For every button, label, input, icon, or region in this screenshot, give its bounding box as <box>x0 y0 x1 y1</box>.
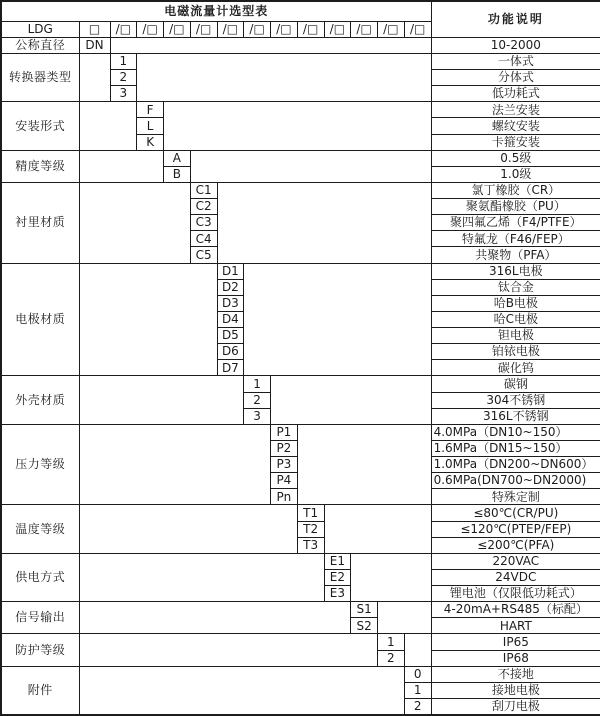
function-description: 特殊定制 <box>431 489 600 505</box>
function-description: 316L电极 <box>431 263 600 279</box>
function-description: 钛合金 <box>431 279 600 295</box>
right-filler <box>271 376 432 424</box>
option-row <box>1 37 600 53</box>
option-code: T3 <box>297 537 324 553</box>
title-row <box>1 1 600 21</box>
option-code: 3 <box>110 86 137 102</box>
option-row <box>1 602 600 618</box>
left-filler <box>79 634 378 666</box>
option-code: F <box>137 102 164 118</box>
function-description: 氯丁橡胶（CR） <box>431 182 600 198</box>
function-description: 0.5级 <box>431 150 600 166</box>
option-code: E2 <box>324 569 351 585</box>
option-row <box>1 376 600 392</box>
model-slot-box: /□ <box>244 21 271 37</box>
right-filler <box>351 553 431 601</box>
model-slot-box: /□ <box>324 21 351 37</box>
function-description: 4.0MPa（DN10~150） <box>431 424 600 440</box>
category-label: 压力等级 <box>1 424 79 505</box>
category-label: 附件 <box>1 666 79 715</box>
option-row <box>1 666 600 682</box>
option-code: C1 <box>190 182 217 198</box>
option-code: D1 <box>217 263 244 279</box>
right-filler <box>404 634 431 666</box>
model-base-box: □ <box>79 21 110 37</box>
function-description: 低功耗式 <box>431 86 600 102</box>
option-code: A <box>164 150 191 166</box>
option-code: D4 <box>217 311 244 327</box>
right-filler <box>190 150 431 182</box>
function-description: 接地电极 <box>431 682 600 698</box>
function-description: 0.6MPa(DN700~DN2000) <box>431 473 600 489</box>
option-code: 3 <box>244 408 271 424</box>
category-label: 供电方式 <box>1 553 79 601</box>
category-label: 防护等级 <box>1 634 79 666</box>
left-filler <box>79 602 351 634</box>
option-code: 1 <box>404 682 431 698</box>
function-description: 锂电池（仅限低功耗式） <box>431 586 600 602</box>
function-column-header: 功能说明 <box>431 1 600 37</box>
function-description: 共聚物（PFA） <box>431 247 600 263</box>
function-description: 4-20mA+RS485（标配） <box>431 602 600 618</box>
option-code: K <box>137 134 164 150</box>
category-label: 公称直径 <box>1 37 79 53</box>
option-code: C3 <box>190 215 217 231</box>
left-filler <box>79 150 164 182</box>
left-filler <box>79 263 217 376</box>
option-row <box>1 263 600 279</box>
model-slot-box: /□ <box>297 21 324 37</box>
model-slot-box: /□ <box>190 21 217 37</box>
option-row <box>1 182 600 198</box>
left-filler <box>79 424 271 505</box>
function-description: 碳钢 <box>431 376 600 392</box>
option-row <box>1 424 600 440</box>
option-code: E3 <box>324 586 351 602</box>
function-description: 螺纹安装 <box>431 118 600 134</box>
function-description: ≤120℃(PTEP/FEP) <box>431 521 600 537</box>
category-label: 电极材质 <box>1 263 79 376</box>
function-description: 钽电极 <box>431 328 600 344</box>
model-slot-box: /□ <box>271 21 298 37</box>
model-slot-box: /□ <box>217 21 244 37</box>
left-filler <box>79 182 190 263</box>
right-filler <box>137 53 431 101</box>
function-description: 1.6MPa（DN15~150） <box>431 440 600 456</box>
option-code: D7 <box>217 360 244 376</box>
function-description: ≤200℃(PFA) <box>431 537 600 553</box>
option-code: P4 <box>271 473 298 489</box>
option-row <box>1 505 600 521</box>
function-description: 哈B电极 <box>431 295 600 311</box>
function-description: ≤80℃(CR/PU) <box>431 505 600 521</box>
option-code: S2 <box>351 618 378 634</box>
left-filler <box>79 102 137 150</box>
left-filler <box>79 505 297 553</box>
model-prefix: LDG <box>1 21 79 37</box>
model-slot-box: /□ <box>164 21 191 37</box>
option-code: D6 <box>217 344 244 360</box>
option-code: D2 <box>217 279 244 295</box>
left-filler <box>79 53 110 101</box>
function-description: 不接地 <box>431 666 600 682</box>
option-code: C2 <box>190 199 217 215</box>
option-code: P2 <box>271 440 298 456</box>
option-code: S1 <box>351 602 378 618</box>
option-code: P3 <box>271 457 298 473</box>
function-description: 碳化钨 <box>431 360 600 376</box>
function-description: IP68 <box>431 650 600 666</box>
option-code: 1 <box>244 376 271 392</box>
right-filler <box>217 182 431 263</box>
model-slot-box: /□ <box>351 21 378 37</box>
right-filler <box>378 602 432 634</box>
category-label: 衬里材质 <box>1 182 79 263</box>
function-description: 10-2000 <box>431 37 600 53</box>
function-description: 分体式 <box>431 70 600 86</box>
function-description: 聚四氟乙烯（F4/PTFE） <box>431 215 600 231</box>
function-description: 1.0级 <box>431 166 600 182</box>
option-code: 2 <box>404 698 431 715</box>
option-code: D3 <box>217 295 244 311</box>
model-slot-box: /□ <box>404 21 431 37</box>
option-code: 2 <box>244 392 271 408</box>
category-label: 信号输出 <box>1 602 79 634</box>
model-slot-box: /□ <box>137 21 164 37</box>
right-filler <box>297 424 431 505</box>
option-code: B <box>164 166 191 182</box>
option-code: T2 <box>297 521 324 537</box>
left-filler <box>79 553 324 601</box>
table-title: 电磁流量计选型表 <box>1 1 431 21</box>
function-description: 一体式 <box>431 53 600 69</box>
option-code: C4 <box>190 231 217 247</box>
option-code: 1 <box>378 634 405 650</box>
option-row <box>1 102 600 118</box>
function-description: 1.0MPa（DN200~DN600） <box>431 457 600 473</box>
category-label: 温度等级 <box>1 505 79 553</box>
function-description: 刮刀电极 <box>431 698 600 715</box>
function-description: 220VAC <box>431 553 600 569</box>
category-label: 安装形式 <box>1 102 79 150</box>
left-filler <box>79 666 404 715</box>
function-description: 24VDC <box>431 569 600 585</box>
option-code: 0 <box>404 666 431 682</box>
option-code: 2 <box>110 70 137 86</box>
function-description: 304不锈钢 <box>431 392 600 408</box>
right-filler <box>164 102 432 150</box>
category-label: 外壳材质 <box>1 376 79 424</box>
option-code: P1 <box>271 424 298 440</box>
option-code: T1 <box>297 505 324 521</box>
option-row <box>1 150 600 166</box>
category-label: 精度等级 <box>1 150 79 182</box>
option-code: L <box>137 118 164 134</box>
option-code: D5 <box>217 328 244 344</box>
option-code: DN <box>79 37 110 53</box>
option-code: 2 <box>378 650 405 666</box>
function-description: HART <box>431 618 600 634</box>
function-description: 法兰安装 <box>431 102 600 118</box>
option-code: C5 <box>190 247 217 263</box>
option-row <box>1 553 600 569</box>
option-code: 1 <box>110 53 137 69</box>
function-description: 卡箍安装 <box>431 134 600 150</box>
right-filler <box>324 505 431 553</box>
model-slot-box: /□ <box>110 21 137 37</box>
option-code: E1 <box>324 553 351 569</box>
option-code: Pn <box>271 489 298 505</box>
right-filler <box>244 263 431 376</box>
option-row <box>1 53 600 69</box>
option-row <box>1 634 600 650</box>
function-description: IP65 <box>431 634 600 650</box>
function-description: 316L不锈钢 <box>431 408 600 424</box>
function-description: 铂铱电极 <box>431 344 600 360</box>
category-label: 转换器类型 <box>1 53 79 101</box>
left-filler <box>79 376 244 424</box>
model-slot-box: /□ <box>378 21 405 37</box>
right-filler <box>110 37 431 53</box>
function-description: 特氟龙（F46/FEP） <box>431 231 600 247</box>
function-description: 哈C电极 <box>431 311 600 327</box>
function-description: 聚氨酯橡胶（PU） <box>431 199 600 215</box>
